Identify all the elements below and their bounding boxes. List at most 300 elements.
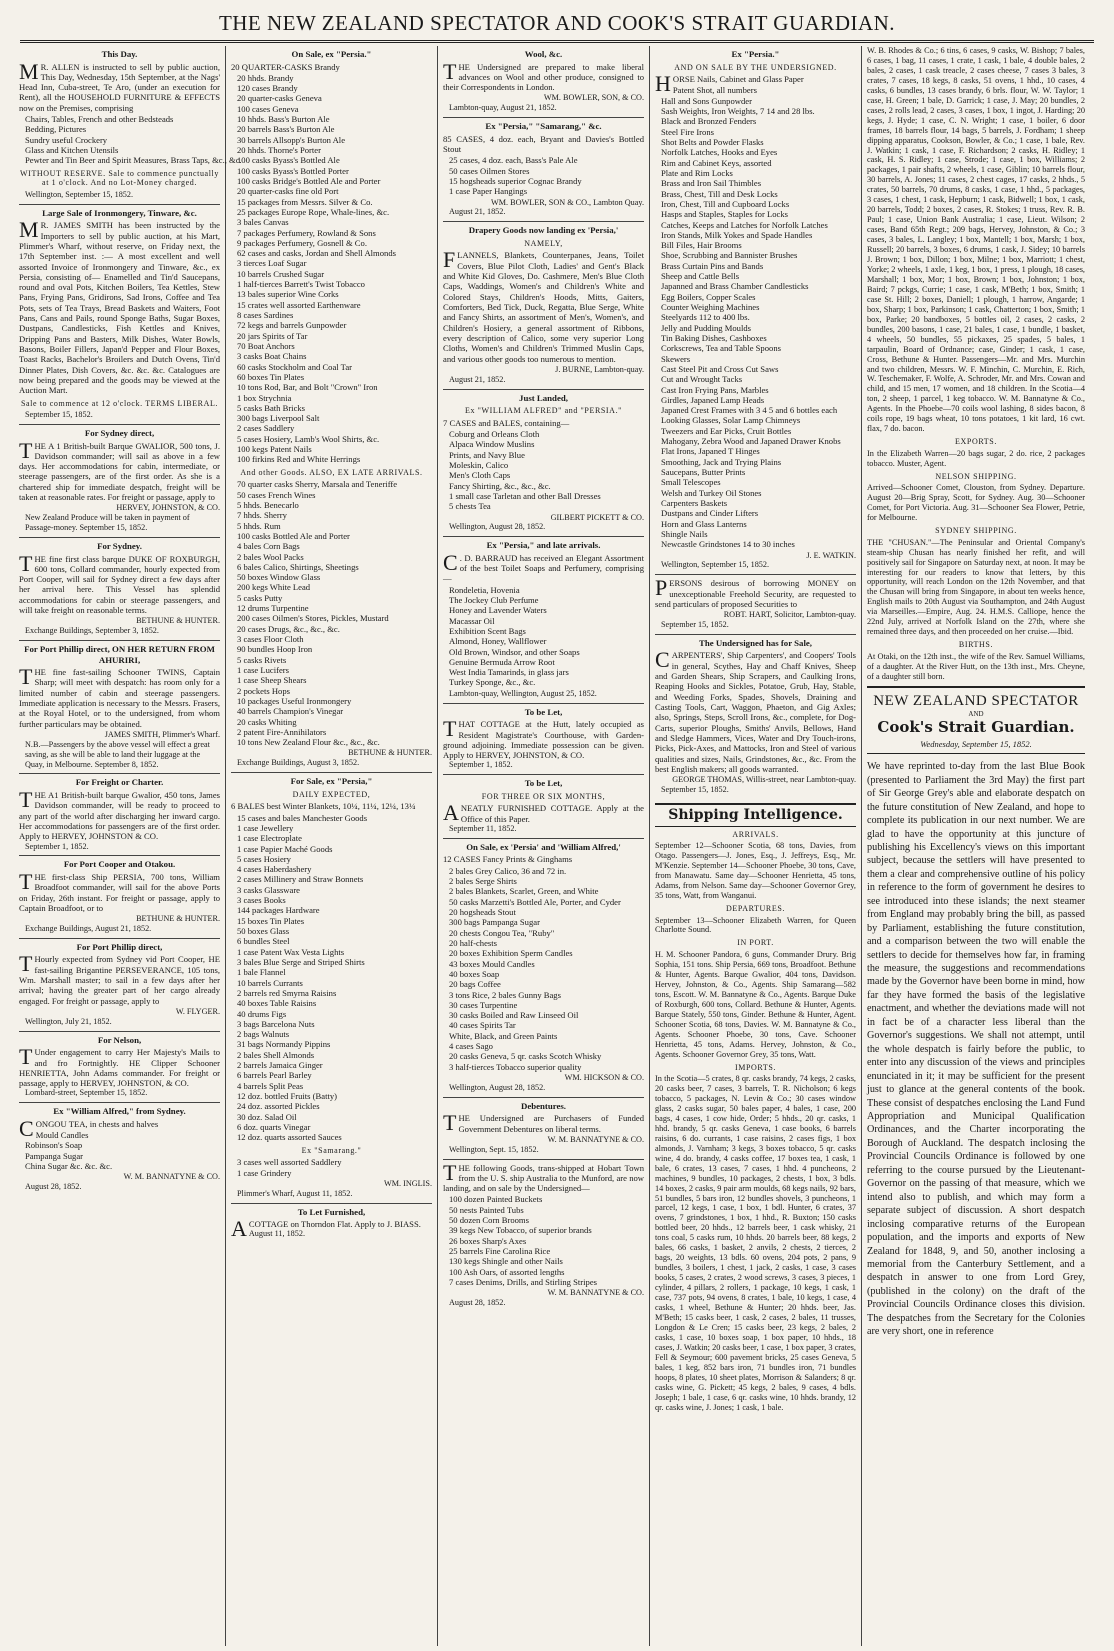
- ad-heading: For Freight or Charter.: [75, 777, 164, 788]
- ad-date: N.B.—Passengers by the above vessel will effect a great saving, as she will be able to land their luggage at the Quay, in Melbourne. September 8, 1852.: [25, 739, 210, 769]
- drop-cap: T: [443, 1159, 457, 1185]
- list-item: 25 barrels Fine Carolina Rice: [449, 1246, 551, 1257]
- list-item: 100 casks Bottled Ale and Porter: [237, 530, 350, 541]
- ad-body: [655, 575, 856, 609]
- drop-cap: P: [655, 575, 668, 601]
- ad-body-text: LANNELS, Blankets, Counterpanes, Jeans, Toilet Covers, Blue Pilot Cloth, Ladies' and Gent's Black and White Kid Gloves, Do. Cashmere, Men's Blue Cloth Caps, Waddings, Women's and Children's White and Colored Stays, Children's Hoods, Mitts, Gaiters, Comforters, Bed Tick, Duck, Regatta, Blue Serge, White and Fancy Shirts, an assortment of Men's, Women's, and Children's Hosiery, a general assortment of Ribbons, every description of Calico, some very superior Long Cloths, Women's and Children's Trimmed Muslin Caps, and various other goods too numerous to mention.: [443, 250, 644, 364]
- list-item: Robinson's Soap: [25, 1140, 83, 1151]
- list-item: 10 hhds. Bass's Burton Ale: [237, 114, 330, 125]
- ad-body-text: HE Undersigned are prepared to make liberal advances on Wool and other produce, consigned to their Correspondents in London.: [443, 61, 644, 93]
- ad-signature: HERVEY, JOHNSTON, & CO.: [116, 503, 220, 513]
- list-item: 2 cases Saddlery: [237, 423, 295, 434]
- advertisement: [19, 538, 220, 641]
- list-item: Cast Steel Pit and Cross Cut Saws: [661, 363, 779, 374]
- list-item: 3 casks Boat Chains: [237, 351, 307, 362]
- list-item: 30 doz. Salad Oil: [237, 1111, 297, 1122]
- masthead: THE NEW ZEALAND SPECTATOR AND COOK'S STRAIT GUARDIAN.: [20, 6, 1094, 43]
- newspaper-page: [14, 46, 1104, 1646]
- ad-body: [19, 437, 220, 503]
- imports-continued: W. B. Rhodes & Co.; 6 tins, 6 cases, 9 casks, W. Bishop; 7 bales, 6 cases, 1 bag, 11 cases, 1 crate, 1 cask, 1 bale, 4 double bales, 2 bales, 2 cases, 1 cask treacle, 2 cases cheese, 7 cases 3 bales, 3 crates, 7 cases, 18 kegs, 8 casks, 51 ovens, 1 hhd., 10 cases, 4 casks, 6 bundles, 13 cases brandy, 6 brls. flour, W. W. Taylor; 1 case, H. Green; 1 bale, D. Garrick; 1 case, J. May; 20 bundles, 2 cases, 2 rolls lead, 2 cases, 3 cases, 1 box, 1 ingot, J. Harding; 20 kegs, J. Hyde; 1 case, C. N. Wright; 1 case, 1 boiler, 6 door frames, 18 barrels flour, 14 bags, 5 barrels, J. Fordham; 1 sheep dipping apparatus, Cookson, Bowler, & Co.; 1 case, 1 bale, Rev. J. Watkin; 1 cask, 1 case, F. Richardson; 2 casks, H. Ridley; 1 cask, H. S. Ridley; 1 case, Strode; 1 case, 1 box, Williams; 2 packages, 1 pair shafts, 2 wheels, 1 case, Giblin; 10 barrels flour, 30 barrels, A. Jones; 11 cases, 2 chest cages, 17 casks, 2 hhds., 5 crates, 50 barrels, 70 drums, 8 casks, 1 case, 1 hhd., 5 packages, 3 cases, 1 chest, 1 cask, Hepburn; 1 cask, Bidwell; 1 box, 1 cask, 20 barrels, Todd; 2 boxes, 2 cases, R. Stokes; 1 truss, Rev. R. B. Paul; 1 case, Union Bank Australia; 1 case, Lieut. Wilson; 2 cases, Band 65th Regt.; 209 bags, Hervey, Johnston, & Co.; 3 cases, 3 bales, L. Langley; 1 box, Mantell; 1 box, Marsh; 1 box, Russell; 20 barrels, 3 boxes, 6 drums, 1 cask, J. Sidey; 10 barrels J. Brown; 1 box, Dillon; 1 box, Milne; 1 box, Marriott; 1 chest, Yorke; 2 wheels, 1 axle, 1 keg, 1 box, 1 press, 1 plough, 18 cases, Marshall; 1 box, Mor; 1 box, Brown; 1 box, Johnston; 1 box, Baird; 7 pckgs, Currie; 1 case, 1 cask, M'Beth; 1 box, Smith; 1 case St. Hill; 2 boxes, Daniell; 1 plough, 1 harrow, Angarde; 1 box, Sharp; 1 box, Parkinson; 1 cask, Chatterton; 1 box, Smith; 1 box, Parke; 20 bandboxes, 5 bottles oil, 2 cases, 2 casks, 2 bundles, 200 basons, 1 case, 21 bales, 1 case, 1 bundle, 1 basket, 4 wheels, 50 bundles, 55 pickaxes, 25 spades, 5 bales, 1 tarpaulin, Board of Ordnance; case, Ginder; 1 cask, 1 case, Cross, Bethune & Hunter. Passengers—Mr. and Mrs. Murchin and two children, Messrs. W. F. Minchin, C. Murchin, E. Rich, W. Teschemaker, F. Wolfe, A. Schroder, Mr. and Mrs. Cowan and child, and 15 men, 17 women, and 18 children. In the Scotia—4 ton, 2 sheep, 1 parcel, 1 keg tobacco. W. M. Bannatyne & Co., Agents. In the Phoebe—70 coils wool lashing, 8 sides bacon, 8 coils rope, 19 bags wheat, 10 tons potatoes, 1 kit lard, 16 cwt. flax, 7 do. bacon.: [867, 46, 1085, 434]
- list-item: Genuine Bermuda Arrow Root: [449, 656, 555, 667]
- item-list: [449, 155, 644, 196]
- list-item: 40 barrels Champion's Vinegar: [237, 706, 344, 717]
- list-item: 20 quarter-casks Geneva: [237, 93, 322, 104]
- list-item: Hall and Sons Gunpowder: [661, 95, 752, 106]
- ad-subheading: AND ON SALE BY THE UNDERSIGNED.: [674, 62, 837, 72]
- ad-body: [443, 716, 644, 761]
- advertisement: [443, 1160, 644, 1312]
- list-item: 3 cases well assorted Saddlery: [237, 1157, 342, 1168]
- ad-body: [19, 786, 220, 842]
- item-list: [449, 866, 644, 1072]
- advertisement: [443, 390, 644, 538]
- list-item: Moleskin, Calico: [449, 459, 509, 470]
- list-item: 2 bales Grey Calico, 36 and 72 in.: [449, 865, 567, 876]
- list-item: 20 half-chests: [449, 937, 497, 948]
- ad-date: Exchange Buildings, August 21, 1852.: [25, 924, 152, 933]
- list-item: 100 Ash Oars, of assorted lengths: [449, 1266, 565, 1277]
- ad-date: September 11, 1852.: [449, 824, 517, 834]
- ad-body-text: HE fine fast-sailing Schooner TWINS, Captain Sharp; will meet with despatch: has room only for a limited number of cabin and steerage passengers. Immediate application is necessary to the Messrs. Frasers, at the Royal Hotel, or to the undersigned, from whom further particulars may be obtained.: [19, 667, 220, 729]
- ad-body: [443, 549, 644, 584]
- births-label: BIRTHS.: [958, 640, 994, 650]
- list-item: 39 kegs New Tobacco, of superior brands: [449, 1225, 592, 1236]
- drop-cap: A: [231, 1216, 247, 1242]
- advertisement: [19, 46, 242, 205]
- list-item: 62 cases and casks, Jordan and Shell Almonds: [237, 248, 396, 259]
- list-item: Horn and Glass Lanterns: [661, 518, 747, 529]
- ad-date: Exchange Buildings, August 3, 1852.: [237, 758, 360, 768]
- ad-signature: GILBERT PICKETT & CO.: [550, 512, 644, 522]
- ad-heading: For Nelson,: [97, 1034, 142, 1045]
- ad-heading: Just Landed,: [519, 392, 568, 403]
- drop-cap: C: [655, 647, 670, 673]
- list-item: 40 cases Spirits Tar: [449, 1020, 516, 1031]
- ad-signature: BETHUNE & HUNTER.: [348, 748, 432, 758]
- list-item: 10 tons Rod, Bar, and Bolt "Crown" Iron: [237, 382, 378, 393]
- list-item: Tin Baking Dishes, Cashboxes: [661, 332, 767, 343]
- ad-heading: For Port Cooper and Otakou.: [63, 859, 176, 870]
- list-item: 100 casks Byass's Bottled Ale: [237, 155, 340, 166]
- list-item: 6 bundles Steel: [237, 936, 290, 947]
- ad-body: [231, 62, 432, 72]
- list-item: 50 dozen Corn Brooms: [449, 1215, 529, 1226]
- advertisement: [19, 1032, 220, 1104]
- list-item: Mahogany, Zebra Wood and Japaned Drawer Knobs: [661, 436, 841, 447]
- ad-subheading: Ex "WILLIAM ALFRED" and "PERSIA.": [464, 406, 623, 416]
- list-item: Small Telescopes: [661, 477, 721, 488]
- list-item: Coburg and Orleans Cloth: [449, 429, 540, 439]
- list-item: 13 bales superior Wine Corks: [237, 289, 339, 300]
- list-item: Almond, Honey, Wallflower: [449, 636, 547, 647]
- drop-cap: T: [443, 58, 457, 84]
- list-item: Counter Weighing Machines: [661, 302, 760, 313]
- ad-signature: JAMES SMITH, Plimmer's Wharf.: [104, 730, 220, 740]
- list-item: Skewers: [661, 353, 691, 364]
- advertisement: [19, 856, 220, 938]
- list-item: Corkscrews, Tea and Table Spoons: [661, 343, 781, 354]
- list-item: 5 chests Tea: [449, 501, 491, 512]
- drop-cap: T: [19, 437, 33, 463]
- list-item: Cut and Wrought Tacks: [661, 374, 743, 385]
- list-item: Girdles, Japaned Lamp Heads: [661, 394, 765, 405]
- list-item: 20 chests Congou Tea, "Ruby": [449, 927, 555, 938]
- list-item: 50 nests Painted Tubs: [449, 1204, 524, 1215]
- list-item: Old Brown, Windsor, and other Soaps: [449, 646, 580, 657]
- list-item: 20 jars Spirits of Tar: [237, 330, 308, 341]
- list-item: 2 cases Millinery and Straw Bonnets: [237, 874, 364, 885]
- list-item: 5 cases Hosiery: [237, 853, 291, 864]
- ad-date: August 28, 1852.: [25, 1182, 82, 1192]
- list-item: 2 pockets Hops: [237, 685, 290, 696]
- ad-date: August 21, 1852.: [449, 207, 506, 217]
- ad-body-text: ONGOU TEA, in chests and halves: [35, 1118, 159, 1129]
- advertisement: [443, 1098, 644, 1160]
- ad-body: [19, 868, 220, 913]
- list-item: 31 bags Normandy Pippins: [237, 1039, 331, 1050]
- drop-cap: T: [19, 550, 33, 576]
- ad-heading: Ex "Persia," and late arrivals.: [486, 540, 601, 551]
- ad-signature: W. FLYGER.: [175, 1006, 220, 1016]
- editorial-masthead: [867, 686, 1085, 755]
- ad-heading: Debentures.: [520, 1100, 567, 1111]
- ad-date: Plimmer's Wharf, August 11, 1852.: [237, 1188, 353, 1198]
- paper-title: NEW ZEALAND SPECTATOR: [873, 692, 1079, 709]
- ad-heading: The Undersigned has for Sale,: [699, 637, 812, 648]
- list-item: 50 boxes Window Glass: [237, 572, 321, 583]
- list-item: 100 casks Bridge's Bottled Ale and Porter: [237, 175, 381, 186]
- list-item: Brass Curtain Pins and Bands: [661, 260, 764, 271]
- drop-cap: M: [19, 217, 39, 243]
- list-item: Catches, Keeps and Latches for Norfolk Latches: [661, 219, 828, 230]
- list-item: 1 small case Tarletan and other Ball Dresses: [449, 490, 601, 501]
- inport-label: IN PORT.: [737, 938, 774, 948]
- list-item: Mould Candles: [35, 1130, 89, 1141]
- advertisement: [443, 537, 644, 703]
- list-item: Macassar Oil: [449, 615, 495, 626]
- list-item: 60 casks Stockholm and Coal Tar: [237, 361, 352, 372]
- ad-heading: On Sale, ex "Persia.": [291, 49, 372, 59]
- list-item: 1 case Lucifers: [237, 664, 290, 675]
- ad-heading: Wool, &c.: [524, 49, 563, 59]
- list-item: White, Black, and Green Paints: [449, 1030, 558, 1041]
- list-item: 40 boxes Table Raisins: [237, 998, 317, 1009]
- list-item: 20 hogsheads Stout: [449, 907, 516, 917]
- drop-cap: T: [19, 1044, 33, 1070]
- ad-body-text: 7 CASES and BALES, containing—: [443, 417, 570, 428]
- ad-signature: WM. BOWLER, SON, & CO.: [543, 93, 644, 103]
- item-list: [237, 813, 432, 1143]
- list-item: 4 barrels Split Peas: [237, 1080, 304, 1091]
- drop-cap: T: [19, 664, 33, 690]
- list-item: 25 packages Europe Rope, Whale-lines, &c.: [237, 206, 390, 217]
- ad-body: [655, 647, 856, 774]
- list-item: China Sugar &c. &c. &c.: [25, 1161, 113, 1172]
- list-item: 30 cases Turpentine: [449, 999, 518, 1010]
- ad-heading: Ex "William Alfred," from Sydney.: [53, 1106, 186, 1117]
- ad-heading: For Port Phillip direct,: [76, 941, 163, 952]
- list-item: 100 dozen Painted Buckets: [449, 1194, 543, 1205]
- ad-date: Wellington, August 28, 1852.: [449, 1082, 546, 1092]
- advertisement: [443, 222, 644, 389]
- list-item: 43 boxes Mould Candles: [449, 958, 535, 969]
- ad-note: Ex "Samarang.": [301, 1145, 362, 1155]
- list-item: Welsh and Turkey Oil Stones: [661, 487, 762, 498]
- ad-body-text: HE A1 British-built barque Gwalior, 450 tons, James Davidson commander, will be ready to proceed to any part of the world after discharging her inward cargo. Her accommodations for passengers are of the first order. Apply to HERVEY, JOHNSTON & CO.: [19, 789, 220, 842]
- ad-date: Wellington, September 15, 1852.: [25, 189, 134, 199]
- list-item: Men's Cloth Caps: [449, 470, 511, 481]
- ad-heading: On Sale, ex 'Persia' and 'William Alfred,': [466, 841, 621, 852]
- list-item: 1 half-tierces Barrett's Twist Tobacco: [237, 279, 365, 290]
- list-item: 130 kegs Shingle and other Nails: [449, 1256, 563, 1267]
- drop-cap: F: [443, 247, 456, 273]
- item-list: [449, 585, 644, 688]
- advertisement: [443, 839, 644, 1098]
- ad-body-text: Hourly expected from Sydney vid Port Cooper, HE fast-sailing Brigantine PERSEVERANCE, 105 tons, Wm. Marshall master; to sail in a few days after her arrival; having the greater part of her cargo already engaged. For freight or passage, apply to: [19, 954, 220, 1006]
- list-item: 5 casks Rivets: [237, 654, 287, 665]
- ad-body: [231, 801, 432, 811]
- list-item: Pampanga Sugar: [25, 1150, 83, 1161]
- ad-signature: W. M. BANNATYNE & CO.: [547, 1134, 644, 1144]
- ad-signature: ROBT. HART, Solicitor, Lambton-quay.: [723, 610, 856, 620]
- list-item: 3 bales Blue Serge and Striped Shirts: [237, 956, 365, 967]
- drop-cap: H: [655, 71, 671, 97]
- list-item: 100 firkins Red and White Herrings: [237, 454, 361, 465]
- ad-body-text: HE A 1 British-built Barque GWALIOR, 500 tons, J. Davidson commander; will sail as above in a few days. Her accommodations for cabin, intermediate, or steerage passengers, are of the first order. As she is a chartered ship for immediate despatch, freight will be taken at reasonable rates. For freight or passage, apply to: [19, 440, 220, 503]
- ad-subheading: DAILY EXPECTED,: [292, 789, 371, 799]
- list-item: 60 boxes Tin Plates: [237, 371, 305, 382]
- item-list: [449, 1194, 644, 1287]
- ad-body: [443, 854, 644, 864]
- list-item: Bill Files, Hair Brooms: [661, 240, 742, 251]
- list-item: 72 kegs and barrels Gunpowder: [237, 320, 347, 331]
- list-item: Jelly and Pudding Moulds: [661, 322, 751, 333]
- list-item: 1 case Grindery: [237, 1167, 292, 1178]
- list-item: Sash Weights, Iron Weights, 7 14 and 28 lbs.: [661, 106, 815, 117]
- editorial-text: We have reprinted to-day from the last Blue Book (presented to Parliament the 3rd May) the first part of Sir George Grey's able and elaborate despatch on the future constitution of New Zealand, and hope to complete its publication in our next number. We are glad to have the opportunity at this juncture of publishing his Excellency's views on this important subject, because the settlers will have presented to them a clear and comprehensive outline of his policy in reference to the form of government he desires to see introduced into these islands; the next steamer from England may probably bring the bill, as passed by Parliament, establishing the future constitution, and a comparison between the two will enable the settlers to decide for themselves how far, in framing the measure, the suggestions and recommendations made by the Governor have been borne in mind, how far they have formed the basis of the legislative enactment, and whether the deviations made will not in fact be of a character less liberal than the Governor's suggestions. We shall not attempt, until the whole despatch is fairly before the public, to enter into any discussion of the views and principles enunciated in it; it may be sufficient for the present just to glance at the general contents of the book. These consist of despatches enclosing the Land Fund Appropriation and Municipal Qualification Ordinances, and the Charter incorporating the Borough of Auckland. The despatch inclosing the Provincial Councils Ordinance is followed by one referring to the course pursued by the Lieutenant-Governor on the passing of that measure, which we intend also to publish, and which may form a separate subject of discussion. A short despatch inclosing comparative returns of the European population, and the imports and exports of New Zealand for 1848, 9, and 50, another inclosing a memorial from the Canterbury Settlement, and a despatch in answer to one from Lord Grey, (published in the colony) on the draft of the Provincial Councils Ordinance closes this division. The despatches from the Secretary for the Colonies are very short, one in reference: [867, 761, 1085, 1338]
- ad-body-text: 85 CASES, 4 doz. each, Bryant and Davies's Bottled Stout: [443, 133, 644, 155]
- item-list: [237, 479, 432, 747]
- ad-signature: BETHUNE & HUNTER.: [136, 616, 220, 626]
- list-item: Shingle Nails: [661, 528, 708, 539]
- list-item: Brass and Iron Sail Thimbles: [661, 178, 762, 189]
- ad-body: [19, 1044, 220, 1089]
- list-item: Tweezers and Ear Picks, Cruit Bottles: [661, 425, 792, 436]
- shipping-title: Shipping Intelligence.: [655, 803, 856, 827]
- list-item: 4 cases Haberdashery: [237, 864, 312, 875]
- advertisement: [231, 773, 432, 1203]
- ad-body-text: ORSE Nails, Cabinet and Glass Paper: [672, 74, 804, 85]
- list-item: 5 hhds. Benecarlo: [237, 499, 299, 510]
- ad-body-text: 6 BALES best Winter Blankets, 10¼, 11¼, 12¼, 13¼: [231, 801, 416, 812]
- list-item: 300 bags Liverpool Salt: [237, 413, 320, 424]
- list-item: 20 quarter-casks fine old Port: [237, 186, 339, 197]
- list-item: 3 cases Floor Cloth: [237, 634, 304, 645]
- list-item: 200 cases Oilmen's Stores, Pickles, Mustard: [237, 613, 389, 624]
- ad-date: September 15, 1852.: [661, 784, 729, 794]
- list-item: 3 cases Books: [237, 895, 286, 906]
- list-item: 2 barrels red Smyrna Raisins: [237, 987, 337, 998]
- ad-body-text: COTTAGE on Thorndon Flat. Apply to J. BIASS.: [248, 1219, 421, 1230]
- ad-body: [443, 800, 644, 826]
- ad-body: [443, 134, 644, 155]
- list-item: 3 casks Glassware: [237, 884, 301, 895]
- item-list: [449, 429, 644, 512]
- list-item: 70 Boat Anchors: [237, 340, 295, 351]
- item-list: [661, 85, 856, 549]
- drop-cap: T: [443, 1110, 457, 1136]
- list-item: Sheep and Cattle Bells: [661, 271, 740, 282]
- ad-date: Wellington, Sept. 15, 1852.: [449, 1144, 539, 1154]
- imports-text: In the Scotia—5 crates, 8 qr. casks brandy, 74 kegs, 2 casks, 20 casks beer, 7 cases, 3 barrels, T. R. Nicholson; 6 kegs tobacco, 5 packages, N. Levin & Co.; 30 cases window glass, 2 casks sugar, 50 bales paper, 4 bales, 1 case, 200 bags, 4 cases, 1 cow hide, Order; 5 hhds., 20 qr. casks, 1 hhd. brandy, 5 qr. casks Geneva, 1 case books, 6 barrels raisins, 6 do. currants, 1 case raisins, 2 cases figs, 1 box almonds, J. Varnham; 3 kegs, 3 boxes tobacco, 5 qr. casks wine, 4 do. brandy, 4 casks coffee, 17 boxes tea, 1 cask, 1 bale, 6 crates, 13 cases, 7 cases, 1 hhd. 4 puncheons, 2 machines, 9 bundles, 10 packages, 2 chests, 1 box, 3 bdls. 14 boxes, 2 casks, 9 pair arm moulds, 68 kegs nails, 92 bars, 51 bundles, 5 bars iron, 12 bundles shovels, 3 puncheons, 1 parcel, 12 kegs, 1 case, 1 box, 1 bdl. Hunter, 6 crates, 37 ovens, 7 grindstones, 1 box, 1 hhd., R. Buxton; 150 casks bottled beer, 20 hhds., 12 barrels beer, 1 cask whisky, 21 tons coal, 5 casks rum, 10 hhds. 20 barrels beer, 88 kegs, 2 bales, 66 casks, 1 basket, 2 anvils, 2 chests, 2 tierces, 2 bags, 20 weights, 13 bdls. 60 ovens, 204 pots, 2 pans, 9 bundles, 3 boilers, 1 chest, 1 jack, 2 casks, 1 case, 3 cases books, 5 cases, 2 crates, 2 wood screws, 3 cases, 3 pieces, 1 cylinder, 4 pillars, 2 rollers, 1 package, 10 kegs, 1 cask, 1 case, 737 pots, 94 ovens, 8 crates, 1 bale, 10 kegs, 1 case, 4 casks, 1 wheel, Bethune & Hunter; 20 hhds. beer, Jas. M'Beth; 15 casks beer, 1 cask, 2 cases, 2 bales, 11 trusses, Longdon & Le Cren; 15 casks beer, 23 kegs, 2 bales, 2 casks, 1 case, 10 boxes soap, 1 box paper, 10 hhds., 18 cases, J. Watkin; 20 casks beer, 1 case, 1 box paper, 3 crates, Fell & Seymour; 600 pavement bricks, 25 cases Geneva, 5 bales, 1 keg, 852 bars iron, 71 bundles iron, 71 bundles hoops, 8 plates, 10 sheet plates, Morrison & Salanders; 8 qr. casks wine, G. Pickett; 45 kegs, 2 bales, 9 cases, 4 bdls. Joseph; 1 bale, 1 case, 6 qr. casks wine, 10 hhds. brandy, 12 qr. casks wine, J. Jones; 1 cask, 1 bale.: [655, 1074, 856, 1412]
- ad-date: Lambton-quay, Wellington, August 25, 1852.: [449, 688, 597, 698]
- list-item: 20 hhds. Thorne's Porter: [237, 145, 321, 156]
- advertisement: [19, 939, 220, 1032]
- ad-date: Wellington, September 15, 1852.: [661, 560, 770, 570]
- item-list: [25, 1130, 220, 1171]
- ad-date: September 1, 1852.: [449, 760, 513, 770]
- list-item: Sundry useful Crockery: [25, 134, 108, 145]
- list-item: 25 cases, 4 doz. each, Bass's Pale Ale: [449, 155, 578, 166]
- list-item: Norfolk Latches, Hooks and Eyes: [661, 147, 778, 158]
- ad-date: Wellington, July 21, 1852.: [25, 1016, 112, 1026]
- ad-date: Exchange Buildings, September 3, 1852.: [25, 626, 159, 636]
- nelson-shipping-label: NELSON SHIPPING.: [935, 471, 1017, 481]
- list-item: 2 barrels Jamaica Ginger: [237, 1060, 323, 1071]
- ad-heading: Large Sale of Ironmongery, Tinware, &c.: [42, 207, 197, 218]
- list-item: Patent Shot, all numbers: [672, 85, 757, 96]
- ad-date: September 15, 1852.: [25, 410, 93, 420]
- ad-date: New Zealand Produce will be taken in payment of Passage-money. September 15, 1852.: [25, 513, 190, 533]
- list-item: 1 box Strychnia: [237, 392, 292, 403]
- list-item: Black and Bronzed Fenders: [661, 116, 757, 127]
- column-5: [862, 46, 1090, 1646]
- list-item: 24 doz. assorted Pickles: [237, 1101, 320, 1112]
- ad-body-text: ARPENTERS', Ship Carpenters', and Coopers' Tools in general, Scythes, Hay and Chaff Knives, Sheep and Garden Shears, Ship Scrapers, and Caulking Irons, Reaping Hooks and Sickles, Potatoe, Grub, Hay, Stable, and Weeding Forks, Spades, Shovels, Draining and Casting Tools, Cart, Waggon, Phaeton, and Gig Axles; also, Springs, Steps, Scroll Irons, &c., complete, for Dog-Carts, superior Ploughs, Smiths' Anvils, Bellows, Hand and Sledge Hammers, Vices, Water and Dry Touch-irons, Picks, Pick-Axes, and Mattocks, Iron and Steel of various qualities and sizes, Nails, Grindstones, &c., &c. From the best English makers; all goods warranted.: [655, 650, 856, 774]
- ad-body: [443, 247, 644, 364]
- list-item: 7 packages Perfumery, Rowland & Sons: [237, 227, 376, 238]
- ad-note: WITHOUT RESERVE. Sale to commence punctually at 1 o'clock. And no Lot-Money charged.: [20, 168, 219, 188]
- list-item: 9 packages Perfumery, Gosnell & Co.: [237, 237, 367, 248]
- ad-heading: Drapery Goods now landing ex 'Persia,': [468, 225, 619, 236]
- paper-subtitle: Cook's Strait Guardian.: [877, 718, 1075, 737]
- departures-text: September 13—Schooner Elizabeth Warren, for Queen Charlotte Sound.: [655, 915, 856, 935]
- ad-body: [443, 1159, 644, 1194]
- list-item: Pewter and Tin Beer and Spirit Measures, Brass Taps, &c., &c.: [25, 155, 242, 166]
- list-item: Smoothing, Jack and Trying Plains: [661, 456, 782, 467]
- list-item: Shoe, Scrubbing and Bannister Brushes: [661, 250, 798, 261]
- advertisement: [655, 46, 856, 575]
- list-item: Rim and Cabinet Keys, assorted: [661, 157, 772, 168]
- list-item: 15 packages from Messrs. Silver & Co.: [237, 196, 373, 207]
- ad-heading: To Let Furnished,: [297, 1206, 366, 1217]
- ad-date: August 11, 1852.: [248, 1229, 305, 1239]
- list-item: 50 cases French Wines: [237, 489, 316, 500]
- list-item: 2 bags Walnuts: [237, 1029, 290, 1040]
- list-item: Plate and Rim Locks: [661, 167, 733, 178]
- list-item: Hasps and Staples, Staples for Locks: [661, 209, 788, 220]
- list-item: 5 casks Putty: [237, 592, 283, 603]
- list-item: Alpaca Window Muslins: [449, 439, 535, 450]
- list-item: 30 casks Boiled and Raw Linseed Oil: [449, 1010, 579, 1021]
- list-item: 12 doz. quarts assorted Sauces: [237, 1132, 342, 1143]
- advertisement: [443, 775, 644, 839]
- list-item: 10 tons New Zealand Flour &c., &c., &c.: [237, 737, 380, 748]
- list-item: Egg Boilers, Copper Scales: [661, 291, 756, 302]
- shipping-intelligence: [655, 803, 856, 1413]
- ad-body-text: R. JAMES SMITH has been instructed by the Importers to sell by public auction, at his Mart, Plimmer's Wharf, without reserve, on Friday next, the 17th September inst. :— A most excellent and well assorted Invoice of Ironmongery and Tinware, &c., ex Persia, consisting of— Enamelled and Tin'd Saucepans, round and oval Pots, Kitchen Boilers, Tea Kettles, Stew Pans, Frying Pans, Gridirons, Sad Irons, Coffee and Tea Pots, sets of Tea Trays, Bread Baskets and Waiters, Foot Pans, Cans and Pails, round Sponge Baths, Sugar Boxes, Dustpans, Candlesticks, Fish Kettles and Knives, Dripping Pans and Basters, Milk Dishes, Water Bowls, Basons, Boiler Fillers, Japan'd Pepper and Flour Boxes, Toast Racks, Bachelor's Broilers and Dutch Ovens, Tin'd Dinner Plates, Dish Covers, &c. &c. &c. Catalogues are now being prepared and the goods may be viewed at the Auction Mart.: [19, 220, 220, 396]
- list-item: 40 boxes Soap: [449, 968, 500, 979]
- list-item: Rondeletia, Hovenia: [449, 584, 520, 595]
- list-item: 2 bales Serge Shirts: [449, 876, 517, 887]
- ad-subheading: NAMELY,: [524, 238, 563, 248]
- list-item: Fancy Shirting, &c., &c., &c.: [449, 480, 551, 491]
- list-item: 10 barrels Crushed Sugar: [237, 268, 325, 279]
- list-item: 15 cases and bales Manchester Goods: [237, 812, 368, 823]
- list-item: 3 bags Barcelona Nuts: [237, 1018, 315, 1029]
- list-item: Looking Glasses, Solar Lamp Chimneys: [661, 415, 801, 426]
- nelson-shipping-text: Arrived—Schooner Comet, Clouston, from Sydney. Departure. August 20—Brig Spray, Scott, for Sydney. Aug. 30—Schooner Comet, for Port Victoria. Aug. 31—Schooner Sea Flower, Petrie, for Melbourne.: [867, 483, 1085, 523]
- list-item: 100 casks Byass's Bottled Porter: [237, 165, 349, 176]
- advertisement: [443, 118, 644, 222]
- list-item: 6 doz. quarts Vinegar: [237, 1121, 311, 1132]
- ad-body-text: 20 QUARTER-CASKS Brandy: [231, 61, 340, 72]
- list-item: 20 hhds. Brandy: [237, 72, 294, 83]
- advertisement: [655, 575, 856, 635]
- ad-signature: WM. INGLIS.: [384, 1178, 432, 1188]
- list-item: Dustpans and Cinder Lifters: [661, 508, 759, 519]
- list-item: 70 quarter casks Sherry, Marsala and Teneriffe: [237, 479, 398, 490]
- list-item: 20 casks Geneva, 5 qr. casks Scotch Whisky: [449, 1051, 602, 1062]
- ad-body-text: HAT COTTAGE at the Hutt, lately occupied as Resident Magistrate's Courthouse, with Garden-ground adjoining. Immediate possession can be given. Apply to HERVEY, JOHNSTON, & CO.: [443, 719, 644, 761]
- drop-cap: C: [443, 549, 458, 575]
- list-item: Chairs, Tables, French and other Bedsteads: [25, 114, 174, 125]
- advertisement: [19, 641, 220, 774]
- ad-body: [19, 550, 220, 616]
- list-item: 4 cases Sago: [449, 1041, 493, 1052]
- ad-signature: W. M. BANNATYNE & CO.: [547, 1288, 644, 1298]
- advertisement: [655, 635, 856, 799]
- imports-label: IMPORTS.: [735, 1062, 776, 1072]
- list-item: 100 kegs Patent Nails: [237, 444, 312, 455]
- list-item: 144 packages Hardware: [237, 905, 320, 916]
- list-item: 20 casks Whiting: [237, 716, 297, 727]
- ad-body: [19, 951, 220, 1006]
- ad-heading: For Port Phillip direct, ON HER RETURN FROM AHURIRI,: [24, 644, 215, 665]
- list-item: 10 barrels Currants: [237, 977, 303, 988]
- ad-heading: For Sydney direct,: [84, 428, 155, 438]
- ad-heading: Ex "Persia," "Samarang," &c.: [485, 121, 602, 132]
- list-item: 2 bales Shell Almonds: [237, 1049, 315, 1060]
- drop-cap: M: [19, 58, 39, 84]
- list-item: 50 cases Oilmen Stores: [449, 165, 530, 176]
- list-item: 20 cases Drugs, &c., &c., &c.: [237, 623, 340, 634]
- sydney-shipping-text: THE "CHUSAN."—The Peninsular and Oriental Company's steam-ship Chusan has nearly finished her refit, and will positively sail for Singapore on Saturday next, at noon. It may be interesting for our readers to know that letters, by this opportunity, will reach London on the 12th November, and that the Chusan will bring from Singapore, in about ten weeks hence, English mails to 20th August via Southampton, and 24th August via Marseilles.—Empire, Aug. 24. H.M.S. Calliope, hence the 22nd July, arrived at Norfolk Island on the 27th, where she remained three days, and then proceeded on her cruise.—Ibid.: [867, 537, 1085, 637]
- ad-heading: For Sydney.: [97, 540, 142, 551]
- exports-text: In the Elizabeth Warren—20 bags sugar, 2 do. rice, 2 packages tobacco. Muster, Agent.: [867, 448, 1085, 468]
- list-item: 12 drums Turpentine: [237, 603, 309, 614]
- list-item: 50 casks Marzetti's Bottled Ale, Porter, and Cyder: [449, 896, 621, 907]
- ad-body-text: NEATLY FURNISHED COTTAGE. Apply at the Office of this Paper.: [460, 803, 644, 824]
- list-item: Newcastle Grindstones 14 to 30 inches: [661, 539, 795, 550]
- list-item: 10 packages Useful Ironmongery: [237, 695, 352, 706]
- departures-label: DEPARTURES.: [726, 903, 785, 913]
- list-item: Steel Fire Irons: [661, 126, 714, 137]
- column-1: [14, 46, 242, 1646]
- ad-heading: To be Let,: [524, 778, 563, 789]
- list-item: 4 bales Corn Bags: [237, 541, 300, 552]
- list-item: Iron, Chest, Till and Cupboard Locks: [661, 198, 790, 209]
